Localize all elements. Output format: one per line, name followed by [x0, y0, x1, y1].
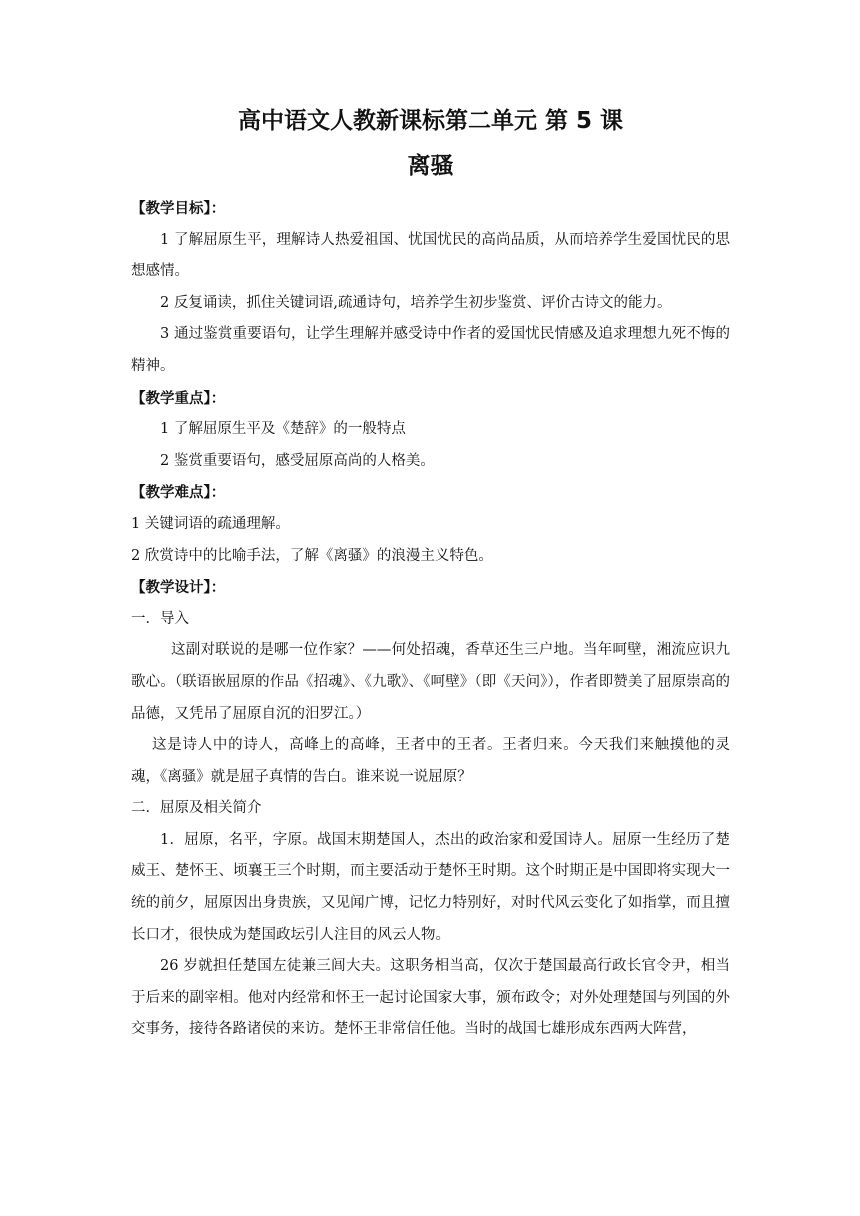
paragraph-biography-1: 1．屈原，名平，字原。战国末期楚国人，杰出的政治家和爱国诗人。屈原一生经历了楚威王、楚怀王、顷襄王三个时期，而主要活动于楚怀王时期。这个时期正是中国即将实现大一统的前夕，屈原因出身贵族，又见闻广博，记忆力特别好，对时代风云变化了如指掌，而且擅长口才，很快成为楚国政坛引人注目的风云人物。	[131, 831, 730, 943]
objective-1: 1 了解屈原生平，理解诗人热爱祖国、忧国忧民的高尚品质，从而培养学生爱国忧民的思想感情。	[131, 231, 730, 280]
paragraph-poet: 这是诗人中的诗人，高峰上的高峰，王者中的王者。王者归来。今天我们来触摸他的灵魂，《离骚》就是屈子真情的告白。谁来说一说屈原？	[131, 737, 730, 785]
subheading-introduction: 一．导入	[131, 610, 189, 627]
document-subtitle: 离骚	[407, 153, 454, 179]
subheading-qu-yuan: 二．屈原及相关简介	[131, 800, 262, 817]
objective-3: 3 通过鉴赏重要语句，让学生理解并感受诗中作者的爱国忧民情感及追求理想九死不悔的精神。	[131, 326, 730, 374]
section-heading-key-points: 【教学重点】：	[131, 389, 226, 407]
section-heading-difficulties: 【教学难点】：	[131, 484, 226, 502]
key-point-1: 1 了解屈原生平及《楚辞》的一般特点	[160, 421, 406, 438]
section-heading-design: 【教学设计】：	[131, 579, 226, 597]
difficulty-1: 1 关键词语的疏通理解。	[131, 515, 290, 532]
paragraph-biography-2: 26 岁就担任楚国左徒兼三闾大夫。这职务相当高，仅次于楚国最高行政长官令尹，相当于后来的副宰相。他对内经常和怀王一起讨论国家大事，颁布政令；对外处理楚国与列国的外交事务，接待各路诸侯的来访。楚怀王非常信任他。当时的战国七雄形成东西两大阵营，	[131, 958, 730, 1038]
difficulty-2: 2 欣赏诗中的比喻手法，了解《离骚》的浪漫主义特色。	[131, 547, 493, 564]
section-heading-objectives: 【教学目标】：	[131, 200, 226, 217]
paragraph-couplet: 这副对联说的是哪一位作家？——何处招魂，香草还生三户地。当年呵壁，湘流应识九歌心。（联语嵌屈原的作品《招魂》、《九歌》、《呵壁》（即《天问》），作者即赞美了屈原崇高的品德，又凭吊了屈原自沉的汨罗江。）	[131, 642, 730, 722]
key-point-2: 2 鉴赏重要语句，感受屈原高尚的人格美。	[160, 452, 435, 469]
document-title: 高中语文人教新课标第二单元 第 5 课	[237, 108, 624, 134]
objective-2: 2 反复诵读，抓住关键词语,疏通诗句，培养学生初步鉴赏、评价古诗文的能力。	[160, 294, 672, 311]
